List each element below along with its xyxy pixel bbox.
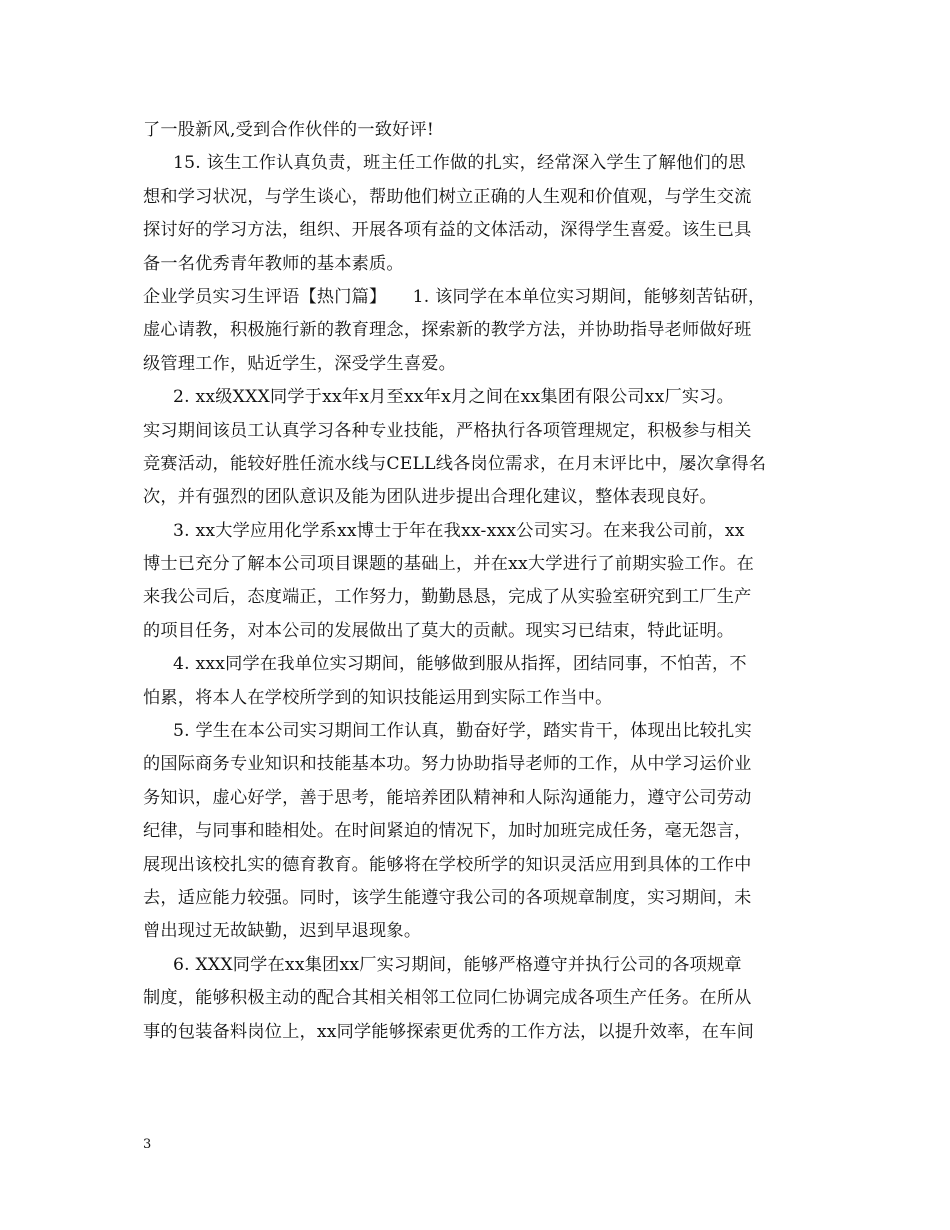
text-line: 探讨好的学习方法，组织、开展各项有益的文体活动，深得学生喜爱。该生已具: [143, 220, 752, 241]
text-line: 务知识，虚心好学，善于思考，能培养团队精神和人际沟通能力，遵守公司劳动: [143, 787, 752, 808]
paragraph-15-line: 15. 该生工作认真负责，班主任工作做的扎实，经常深入学生了解他们的思: [173, 153, 746, 174]
text-line: 制度，能够积极主动的配合其相关相邻工位同仁协调完成各项生产任务。在所从: [143, 988, 752, 1009]
text-line: 的国际商务专业知识和技能基本功。努力协助指导老师的工作，从中学习运价业: [143, 754, 752, 775]
text-line: 去，适应能力较强。同时，该学生能遵守我公司的各项规章制度，实习期间，未: [143, 887, 752, 908]
text-line: 来我公司后，态度端正，工作努力，勤勤恳恳，完成了从实验室研究到工厂生产: [143, 587, 752, 608]
text-line: 次，并有强烈的团队意识及能为团队进步提出合理化建议，整体表现良好。: [143, 487, 717, 508]
paragraph-6-line: 6. XXX同学在xx集团xx厂实习期间，能够严格遵守并执行公司的各项规章: [173, 954, 742, 975]
text-line: 备一名优秀青年教师的基本素质。: [143, 253, 404, 274]
document-body: [143, 114, 808, 1049]
text-line: 展现出该校扎实的德育教育。能够将在学校所学的知识灵活应用到具体的工作中: [143, 854, 752, 875]
text-line: 事的包装备料岗位上，xx同学能够探索更优秀的工作方法，以提升效率，在车间: [143, 1021, 754, 1042]
paragraph-4-line: 4. xxx同学在我单位实习期间，能够做到服从指挥，团结同事，不怕苦，不: [173, 654, 747, 675]
paragraph-3-line: 3. xx大学应用化学系xx博士于年在我xx-xxx公司实习。在来我公司前，xx: [173, 520, 745, 541]
text-line: 的项目任务，对本公司的发展做出了莫大的贡献。现实习已结束，特此证明。: [143, 620, 735, 641]
text-line: 实习期间该员工认真学习各种专业技能，严格执行各项管理规定，积极参与相关: [143, 420, 752, 441]
text-line: 了一股新风,受到合作伙伴的一致好评!: [143, 120, 434, 140]
paragraph-5-line: 5. 学生在本公司实习期间工作认真，勤奋好学，踏实肯干，体现出比较扎实: [173, 721, 752, 742]
section-heading-line: 企业学员实习生评语【热门篇】 1. 该同学在本单位实习期间，能够刻苦钻研，: [143, 286, 766, 307]
text-line: 虚心请教，积极施行新的教育理念，探索新的教学方法，并协助指导老师做好班: [143, 320, 752, 341]
text-line: 竞赛活动，能较好胜任流水线与CELL线各岗位需求，在月末评比中，屡次拿得名: [143, 453, 767, 474]
page-number: 3: [143, 1137, 152, 1152]
text-line: 博士已充分了解本公司项目课题的基础上，并在xx大学进行了前期实验工作。在: [143, 554, 754, 575]
text-line: 纪律，与同事和睦相处。在时间紧迫的情况下，加时加班完成任务，毫无怨言，: [143, 821, 752, 842]
text-line: 级管理工作，贴近学生，深受学生喜爱。: [143, 353, 456, 374]
text-line: 怕累，将本人在学校所学到的知识技能运用到实际工作当中。: [143, 687, 613, 708]
text-line: 想和学习状况，与学生谈心，帮助他们树立正确的人生观和价值观，与学生交流: [143, 186, 752, 207]
text-line: 曾出现过无故缺勤，迟到早退现象。: [143, 921, 422, 942]
paragraph-2-line: 2. xx级XXX同学于xx年x月至xx年x月之间在xx集团有限公司xx厂实习。: [173, 387, 735, 408]
